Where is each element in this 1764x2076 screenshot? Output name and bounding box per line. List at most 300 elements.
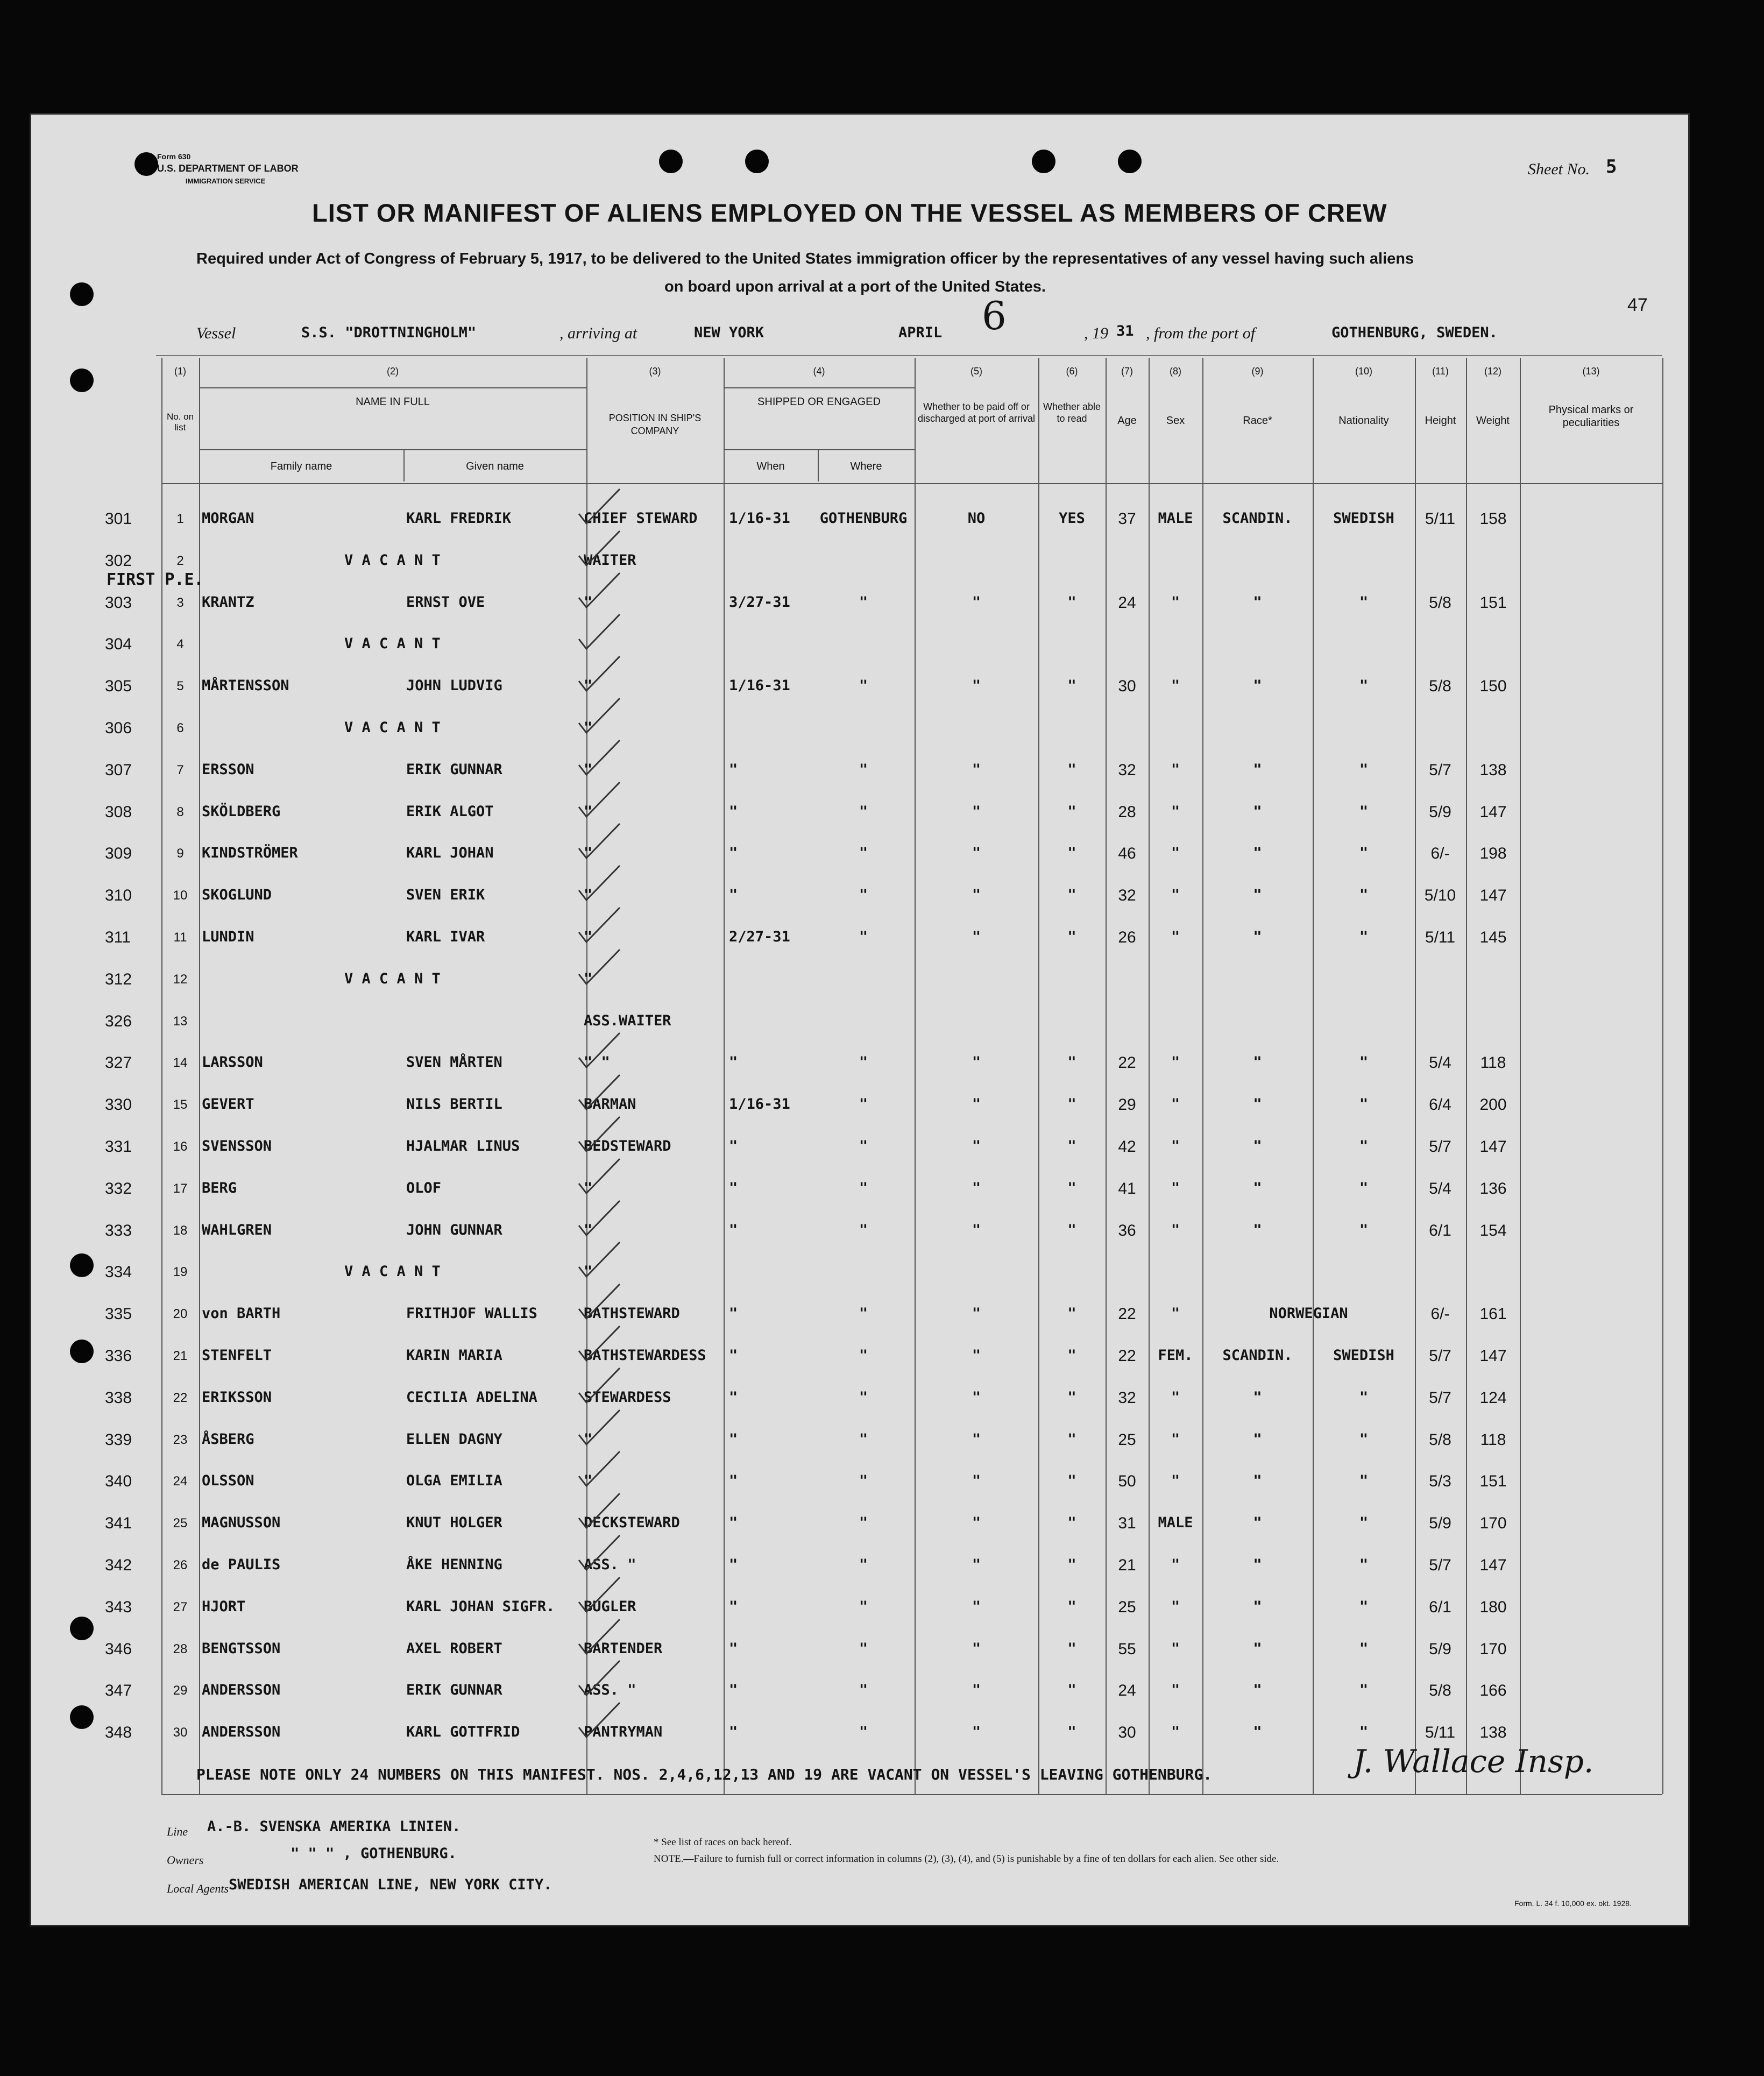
cell-position: " [584, 970, 593, 987]
cell-age: 41 [1118, 1180, 1136, 1198]
col-num-1: (1) [174, 366, 186, 377]
cell-height: 5/9 [1429, 1640, 1451, 1658]
cell-position: BARMAN [584, 1096, 636, 1113]
cell-nationality: " [1359, 677, 1369, 694]
cell-row-number: 26 [173, 1558, 188, 1572]
cell-height: 6/1 [1429, 1222, 1451, 1239]
arrival-day: 6 [982, 293, 1007, 338]
cell-position: ASS. " [584, 1682, 636, 1698]
header-age: Age [1117, 415, 1137, 427]
cell-height: 5/11 [1425, 929, 1456, 946]
header-physical-marks: Physical marks or peculiarities [1548, 404, 1634, 429]
check-mark-icon [575, 1616, 623, 1659]
cell-age: 32 [1118, 761, 1136, 779]
sheet-number: 5 [1606, 156, 1617, 178]
cell-given-name: ERIK GUNNAR [406, 761, 502, 778]
cell-height: 5/4 [1429, 1054, 1451, 1072]
column-rule [1662, 358, 1663, 1794]
cell-race: " [1253, 803, 1262, 820]
punch-hole [70, 1617, 94, 1640]
cell-shipped-when: " [729, 1431, 738, 1448]
cell-weight: 158 [1479, 510, 1507, 528]
check-mark-icon [575, 1281, 623, 1324]
header-rule [199, 449, 586, 450]
cell-able-to-read: " [1067, 1222, 1076, 1238]
cell-position: " [584, 761, 593, 778]
cell-nationality: " [1359, 1389, 1369, 1406]
cell-sex: MALE [1158, 1514, 1193, 1531]
cell-age: 55 [1118, 1640, 1136, 1658]
cell-race: " [1253, 1472, 1262, 1489]
cell-nationality: " [1359, 803, 1369, 820]
cell-row-number: 1 [176, 512, 184, 526]
cell-race: " [1253, 1724, 1262, 1740]
cell-paid-off: " [972, 1222, 981, 1238]
cell-paid-off: " [972, 677, 981, 694]
penalty-note: NOTE.—Failure to furnish full or correct information in columns (2), (3), (4), and (5) is punishable by a fine of ten dollars for each alien. See other side. [654, 1853, 1279, 1865]
cell-shipped-where: " [859, 594, 868, 611]
cell-weight: 161 [1479, 1305, 1507, 1323]
cell-height: 5/10 [1424, 887, 1456, 904]
header-race: Race* [1243, 415, 1272, 427]
cell-paid-off: " [972, 1389, 981, 1406]
cell-able-to-read: " [1067, 803, 1076, 820]
cell-able-to-read: " [1067, 1096, 1076, 1113]
cell-age: 30 [1118, 1724, 1136, 1741]
cell-ext-number: 340 [105, 1472, 132, 1490]
cell-age: 36 [1118, 1222, 1136, 1239]
cell-height: 5/8 [1429, 677, 1451, 695]
cell-age: 25 [1118, 1431, 1136, 1449]
cell-age: 22 [1118, 1305, 1136, 1323]
check-mark-icon [575, 611, 623, 654]
cell-able-to-read: " [1067, 1724, 1076, 1740]
cell-row-number: 2 [176, 554, 184, 568]
header-bottom-rule [161, 483, 1662, 484]
punch-hole [659, 150, 683, 173]
cell-family-name: SVENSSON [202, 1138, 272, 1154]
cell-weight: 180 [1479, 1598, 1507, 1616]
cell-shipped-where: " [859, 803, 868, 820]
cell-position: PANTRYMAN [584, 1724, 663, 1740]
col-num-5: (5) [970, 366, 982, 377]
cell-sex: MALE [1158, 510, 1193, 527]
cell-row-number: 28 [173, 1642, 188, 1656]
cell-position: WAITER [584, 552, 636, 569]
cell-ext-number: 336 [105, 1347, 132, 1365]
page-number: 47 [1627, 295, 1648, 315]
cell-shipped-when: " [729, 1514, 738, 1531]
cell-able-to-read: " [1067, 1682, 1076, 1698]
cell-ext-number: 332 [105, 1180, 132, 1198]
cell-family-name: OLSSON [202, 1472, 254, 1489]
cell-shipped-when: 1/16-31 [729, 1096, 790, 1113]
cell-position: DECKSTEWARD [584, 1514, 680, 1531]
header-rule [199, 387, 586, 388]
header-paid-off: Whether to be paid off or discharged at port of arrival [917, 401, 1036, 424]
line-value: A.-B. SVENSKA AMERIKA LINIEN. [207, 1818, 461, 1835]
cell-given-name: OLGA EMILIA [406, 1472, 502, 1489]
cell-position: CHIEF STEWARD [584, 510, 698, 527]
cell-given-name: KARIN MARIA [406, 1347, 502, 1364]
col-num-13: (13) [1582, 366, 1600, 377]
cell-shipped-where: " [859, 1096, 868, 1113]
cell-height: 6/4 [1429, 1096, 1451, 1114]
cell-ext-number: 309 [105, 845, 132, 862]
cell-nationality: " [1359, 1180, 1369, 1196]
departure-port: GOTHENBURG, SWEDEN. [1331, 324, 1498, 341]
check-mark-icon [575, 1407, 623, 1450]
cell-shipped-when: " [729, 1556, 738, 1573]
cell-family-name: ERIKSSON [202, 1389, 272, 1406]
cell-row-number: 7 [176, 763, 184, 777]
cell-position: " [584, 594, 593, 611]
header-where: Where [850, 460, 882, 472]
cell-shipped-where: " [859, 1514, 868, 1531]
cell-given-name: KARL GOTTFRID [406, 1724, 520, 1740]
check-mark-icon [575, 1657, 623, 1701]
cell-race: " [1253, 887, 1262, 903]
cell-able-to-read: " [1067, 1640, 1076, 1657]
cell-height: 6/- [1430, 1305, 1450, 1323]
check-mark-icon [575, 904, 623, 947]
col-num-10: (10) [1355, 366, 1372, 377]
cell-row-number: 24 [173, 1474, 188, 1489]
form-number: Form 630 [157, 152, 191, 161]
cell-nationality: " [1359, 1724, 1369, 1740]
cell-family-name: ANDERSSON [202, 1724, 281, 1740]
cell-sex: " [1171, 1598, 1180, 1615]
service-name: IMMIGRATION SERVICE [186, 177, 266, 185]
cell-nationality: " [1359, 1472, 1369, 1489]
cell-shipped-where: " [859, 1389, 868, 1406]
cell-paid-off: " [972, 594, 981, 611]
cell-row-number: 23 [173, 1433, 188, 1447]
cell-age: 24 [1118, 1682, 1136, 1699]
first-pe-note: FIRST P.E. [107, 570, 204, 589]
cell-row-number: 20 [173, 1307, 188, 1321]
cell-given-name: FRITHJOF WALLIS [406, 1305, 537, 1322]
check-mark-icon [575, 1574, 623, 1617]
cell-family-name: LUNDIN [202, 929, 254, 945]
cell-paid-off: " [972, 761, 981, 778]
cell-row-number: 3 [176, 596, 184, 610]
cell-given-name: JOHN LUDVIG [406, 677, 502, 694]
cell-weight: 147 [1479, 1347, 1507, 1365]
punch-hole [70, 1705, 94, 1729]
cell-position: " [584, 1180, 593, 1196]
cell-age: 22 [1118, 1054, 1136, 1072]
cell-ext-number: 346 [105, 1640, 132, 1658]
cell-ext-number: 304 [105, 635, 132, 653]
cell-position: ASS. " [584, 1556, 636, 1573]
cell-vacant: V A C A N T [344, 1263, 441, 1280]
vessel-label: Vessel [196, 324, 236, 342]
cell-ext-number: 335 [105, 1305, 132, 1323]
cell-ext-number: 307 [105, 761, 132, 779]
cell-sex: " [1171, 594, 1180, 611]
check-mark-icon [575, 1365, 623, 1408]
cell-family-name: LARSSON [202, 1054, 263, 1071]
cell-ext-number: 308 [105, 803, 132, 821]
rule [156, 355, 1662, 356]
check-mark-icon [575, 1239, 623, 1282]
cell-height: 5/11 [1425, 510, 1456, 528]
cell-race: " [1253, 1640, 1262, 1657]
from-port-label: , from the port of [1146, 324, 1256, 342]
cell-row-number: 22 [173, 1391, 188, 1405]
cell-shipped-when: " [729, 1472, 738, 1489]
column-rule [1313, 358, 1314, 1794]
cell-able-to-read: " [1067, 1305, 1076, 1322]
cell-race: " [1253, 1054, 1262, 1071]
cell-ext-number: 347 [105, 1682, 132, 1699]
cell-family-name: STENFELT [202, 1347, 272, 1364]
check-mark-icon [575, 570, 623, 613]
cell-race: " [1253, 1682, 1262, 1698]
cell-row-number: 18 [173, 1223, 188, 1238]
cell-shipped-when: " [729, 1054, 738, 1071]
header-shipped: SHIPPED OR ENGAGED [757, 396, 881, 408]
cell-paid-off: " [972, 1347, 981, 1364]
col-num-4: (4) [813, 366, 825, 377]
cell-ext-number: 312 [105, 970, 132, 988]
cell-nationality: " [1359, 1598, 1369, 1615]
cell-weight: 138 [1479, 1724, 1507, 1741]
cell-sex: " [1171, 1640, 1180, 1657]
check-mark-icon [575, 1448, 623, 1491]
column-rule [1202, 358, 1203, 1794]
cell-age: 26 [1118, 929, 1136, 946]
cell-sex: " [1171, 761, 1180, 778]
check-mark-icon [575, 1198, 623, 1241]
arriving-label: , arriving at [559, 324, 637, 342]
cell-row-number: 10 [173, 888, 188, 903]
cell-sex: " [1171, 929, 1180, 945]
check-mark-icon [575, 528, 623, 571]
cell-family-name: KRANTZ [202, 594, 254, 611]
cell-shipped-where: " [859, 1305, 868, 1322]
cell-weight: 138 [1479, 761, 1507, 779]
header-when: When [756, 460, 785, 472]
cell-shipped-where: " [859, 1222, 868, 1238]
cell-able-to-read: " [1067, 887, 1076, 903]
cell-row-number: 29 [173, 1683, 188, 1698]
cell-paid-off: NO [967, 510, 986, 527]
cell-family-name: MÅRTENSSON [202, 677, 289, 694]
cell-position: " [584, 887, 593, 903]
cell-given-name: KARL JOHAN [406, 845, 494, 861]
cell-position: " [584, 845, 593, 861]
cell-ext-number: 333 [105, 1222, 132, 1239]
cell-shipped-when: 1/16-31 [729, 510, 790, 527]
cell-nationality: " [1359, 887, 1369, 903]
cell-able-to-read: " [1067, 1431, 1076, 1448]
cell-given-name: JOHN GUNNAR [406, 1222, 502, 1238]
check-mark-icon [575, 695, 623, 738]
check-mark-icon [575, 1323, 623, 1366]
cell-weight: 147 [1479, 887, 1507, 904]
cell-ext-number: 341 [105, 1514, 132, 1532]
cell-sex: " [1171, 1389, 1180, 1406]
agents-label: Local Agents [167, 1882, 229, 1895]
cell-shipped-where: " [859, 1431, 868, 1448]
cell-family-name: BERG [202, 1180, 237, 1196]
header-height: Height [1425, 415, 1456, 427]
agents-value: SWEDISH AMERICAN LINE, NEW YORK CITY. [229, 1876, 552, 1893]
cell-able-to-read: " [1067, 761, 1076, 778]
cell-height: 5/7 [1429, 1389, 1451, 1407]
cell-age: 31 [1118, 1514, 1136, 1532]
check-mark-icon [575, 1156, 623, 1199]
cell-ext-number: 302 [105, 552, 132, 570]
cell-shipped-when: " [729, 887, 738, 903]
cell-position: " [584, 1222, 593, 1238]
cell-row-number: 5 [176, 679, 184, 693]
cell-shipped-where: " [859, 1180, 868, 1196]
cell-paid-off: " [972, 1180, 981, 1196]
cell-given-name: ERNST OVE [406, 594, 485, 611]
cell-race: SCANDIN. [1222, 510, 1293, 527]
cell-height: 5/8 [1429, 594, 1451, 612]
cell-shipped-when: 3/27-31 [729, 594, 790, 611]
cell-position: " [584, 677, 593, 694]
cell-sex: " [1171, 803, 1180, 820]
cell-row-number: 17 [173, 1181, 188, 1196]
cell-age: 24 [1118, 594, 1136, 612]
check-mark-icon [575, 1532, 623, 1575]
cell-shipped-where: " [859, 1724, 868, 1740]
cell-nationality: SWEDISH [1333, 1347, 1394, 1364]
cell-sex: " [1171, 1096, 1180, 1113]
cell-position: BARTENDER [584, 1640, 663, 1657]
cell-given-name: OLOF [406, 1180, 442, 1196]
cell-vacant: V A C A N T [344, 970, 441, 987]
check-mark-icon [575, 1114, 623, 1157]
cell-vacant: V A C A N T [344, 719, 441, 736]
cell-row-number: 4 [176, 637, 184, 651]
cell-paid-off: " [972, 1138, 981, 1154]
cell-sex: FEM. [1158, 1347, 1193, 1364]
cell-family-name: de PAULIS [202, 1556, 281, 1573]
cell-shipped-where: " [859, 1054, 868, 1071]
cell-weight: 118 [1480, 1431, 1506, 1449]
cell-age: 32 [1118, 887, 1136, 904]
check-mark-icon [575, 653, 623, 696]
cell-sex: " [1171, 1222, 1180, 1238]
cell-shipped-when: " [729, 845, 738, 861]
cell-sex: " [1171, 1138, 1180, 1154]
cell-shipped-where: " [859, 1682, 868, 1698]
cell-row-number: 6 [176, 721, 184, 735]
column-rule [1038, 358, 1039, 1794]
check-mark-icon [575, 820, 623, 863]
cell-family-name: GEVERT [202, 1096, 254, 1113]
cell-height: 5/7 [1429, 761, 1451, 779]
cell-row-number: 12 [173, 972, 188, 987]
cell-given-name: KARL IVAR [406, 929, 485, 945]
cell-height: 5/9 [1429, 803, 1451, 821]
check-mark-icon [575, 1490, 623, 1533]
cell-shipped-where: " [859, 761, 868, 778]
cell-age: 22 [1118, 1347, 1136, 1365]
check-mark-icon [575, 1699, 623, 1742]
cell-shipped-when: " [729, 803, 738, 820]
cell-nationality: SWEDISH [1333, 510, 1394, 527]
cell-able-to-read: YES [1059, 510, 1085, 527]
cell-family-name: KINDSTRÖMER [202, 845, 298, 861]
cell-row-number: 15 [173, 1097, 188, 1112]
cell-paid-off: " [972, 845, 981, 861]
cell-race: " [1253, 1598, 1262, 1615]
cell-able-to-read: " [1067, 1347, 1076, 1364]
cell-able-to-read: " [1067, 1472, 1076, 1489]
form-code: Form. L. 34 f. 10,000 ex. okt. 1928. [1514, 1899, 1632, 1908]
arrival-port: NEW YORK [694, 324, 764, 341]
cell-ext-number: 310 [105, 887, 132, 904]
cell-age: 25 [1118, 1598, 1136, 1616]
cell-ext-number: 339 [105, 1431, 132, 1449]
arrival-month: APRIL [898, 324, 943, 341]
cell-age: 21 [1118, 1556, 1136, 1574]
cell-shipped-where: " [859, 1556, 868, 1573]
cell-family-name: BENGTSSON [202, 1640, 281, 1657]
cell-age: 50 [1118, 1472, 1136, 1490]
punch-hole [70, 369, 94, 392]
cell-position: " " [584, 1054, 610, 1071]
cell-shipped-when: " [729, 1724, 738, 1740]
cell-weight: 136 [1479, 1180, 1507, 1198]
column-rule [1106, 358, 1107, 1794]
header-weight: Weight [1476, 415, 1510, 427]
cell-row-number: 9 [176, 846, 184, 861]
cell-height: 5/7 [1429, 1347, 1451, 1365]
cell-row-number: 14 [173, 1055, 188, 1070]
cell-shipped-where: " [859, 1138, 868, 1154]
cell-nationality: " [1359, 1054, 1369, 1071]
col-num-11: (11) [1432, 366, 1449, 377]
cell-sex: " [1171, 1180, 1180, 1196]
cell-shipped-when: " [729, 1305, 738, 1322]
header-sex: Sex [1166, 415, 1185, 427]
cell-race: " [1253, 1514, 1262, 1531]
cell-shipped-when: " [729, 1640, 738, 1657]
col-num-3: (3) [649, 366, 661, 377]
header-rule [724, 449, 915, 450]
cell-row-number: 27 [173, 1600, 188, 1614]
punch-hole [70, 1253, 94, 1277]
column-rule [1415, 358, 1416, 1794]
cell-position: " [584, 1472, 593, 1489]
cell-position: BUGLER [584, 1598, 636, 1615]
cell-race: " [1253, 845, 1262, 861]
cell-able-to-read: " [1067, 1598, 1076, 1615]
cell-family-name: WAHLGREN [202, 1222, 272, 1238]
arrival-year: 31 [1116, 323, 1134, 339]
cell-weight: 154 [1479, 1222, 1507, 1239]
cell-paid-off: " [972, 1305, 981, 1322]
header-position: POSITION IN SHIP'S COMPANY [608, 413, 702, 436]
cell-paid-off: " [972, 803, 981, 820]
cell-row-number: 8 [176, 805, 184, 819]
cell-family-name: ANDERSSON [202, 1682, 281, 1698]
cell-row-number: 25 [173, 1516, 188, 1531]
cell-sex: " [1171, 1305, 1180, 1322]
cell-paid-off: " [972, 929, 981, 945]
check-mark-icon [575, 486, 623, 529]
subtitle-line-2: on board upon arrival at a port of the United States. [664, 278, 1046, 295]
cell-given-name: SVEN ERIK [406, 887, 485, 903]
